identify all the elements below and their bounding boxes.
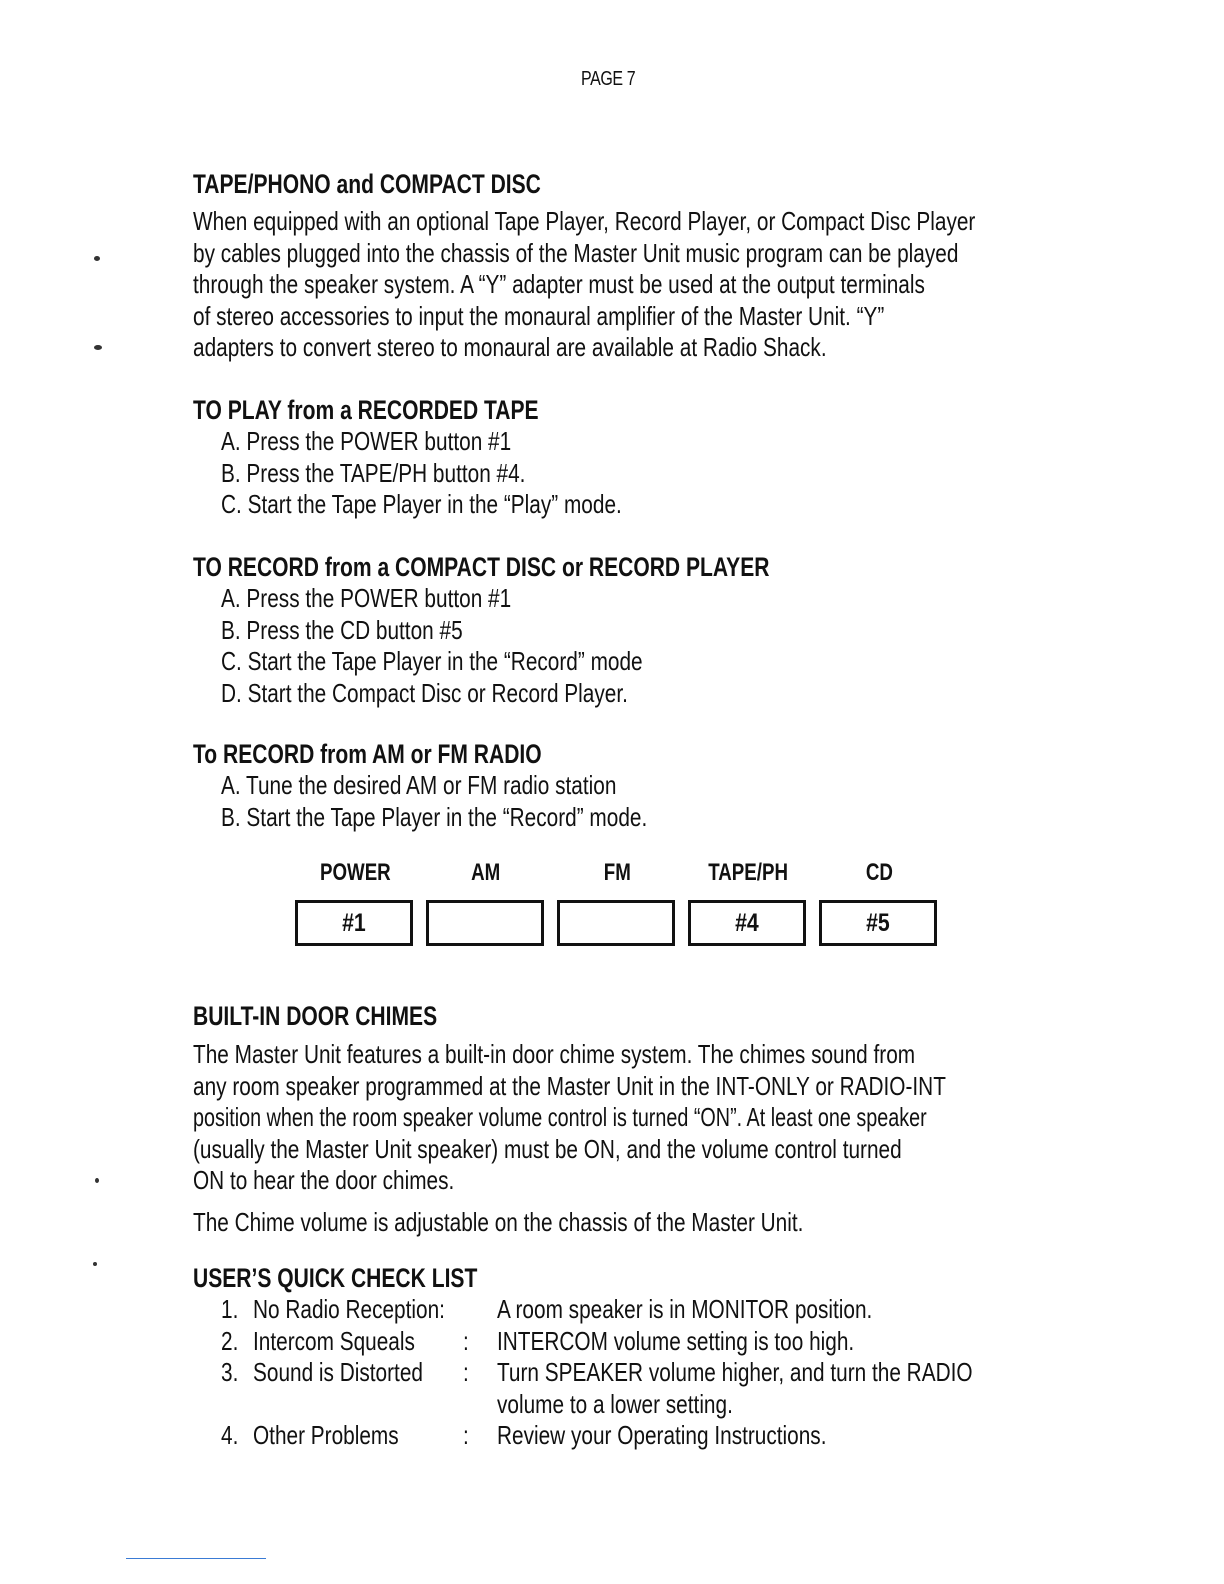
record-radio-section	[193, 738, 1033, 833]
item-colon: :	[463, 1325, 469, 1356]
power-button-label: POWER	[319, 859, 391, 886]
paragraph-line: When equipped with an optional Tape Player, Record Player, or Compact Disc Player	[193, 206, 976, 236]
record-radio-steps	[193, 770, 1033, 833]
item-issue: Other Problems	[253, 1420, 399, 1450]
paragraph-line: (usually the Master Unit speaker) must be ON, and the volume control turned	[193, 1133, 902, 1164]
paragraph-line: by cables plugged into the chassis of the Master Unit music program can be played	[193, 237, 959, 268]
play-tape-section	[193, 394, 1033, 521]
step-item: C. Start the Tape Player in the “Play” mode.	[221, 489, 622, 519]
item-colon: :	[463, 1357, 469, 1387]
button-panel-diagram	[295, 858, 945, 953]
step-item: A. Press the POWER button #1	[221, 426, 512, 456]
check-list-row	[193, 1294, 1033, 1326]
fm-button-label: FM	[603, 859, 631, 886]
record-cd-section	[193, 551, 1033, 709]
scan-speck	[95, 1178, 99, 1183]
chime-volume-note	[193, 1207, 1033, 1239]
item-number: 1.	[221, 1294, 239, 1324]
paragraph-line: ON to hear the door chimes.	[193, 1165, 455, 1195]
paragraph-line: position when the room speaker volume control is turned “ON”. At least one speaker	[193, 1102, 927, 1132]
paragraph-line: The Chime volume is adjustable on the chassis of the Master Unit.	[193, 1206, 804, 1237]
section-heading-record-cd: TO RECORD from a COMPACT DISC or RECORD PLAYER	[193, 552, 770, 582]
cd-button-box: #5	[819, 900, 937, 946]
paragraph-line: of stereo accessories to input the monaural amplifier of the Master Unit. “Y”	[193, 300, 885, 331]
tape-phono-section	[193, 168, 1033, 364]
step-item: A. Press the POWER button #1	[221, 583, 512, 613]
am-button-box	[426, 900, 544, 946]
item-fix: volume to a lower setting.	[497, 1388, 733, 1419]
scan-speck	[94, 256, 100, 261]
section-heading-check-list: USER’S QUICK CHECK LIST	[193, 1263, 478, 1293]
step-item: B. Press the TAPE/PH button #4.	[221, 457, 526, 488]
section-heading-door-chimes: BUILT-IN DOOR CHIMES	[193, 1001, 438, 1031]
scan-speck	[94, 345, 102, 350]
item-colon: :	[463, 1420, 469, 1450]
am-button-label: AM	[471, 859, 501, 886]
step-item: B. Press the CD button #5	[221, 614, 463, 645]
play-tape-steps	[193, 426, 1033, 521]
paragraph-line: The Master Unit features a built-in door chime system. The chimes sound from	[193, 1039, 916, 1069]
record-cd-steps	[193, 583, 1033, 709]
step-item: D. Start the Compact Disc or Record Player.	[221, 677, 628, 708]
item-issue: No Radio Reception:	[253, 1294, 445, 1324]
quick-check-list-section	[193, 1262, 1033, 1452]
step-item: A. Tune the desired AM or FM radio station	[221, 770, 617, 800]
check-list-row	[193, 1357, 1033, 1389]
tape-phono-paragraph	[193, 206, 1033, 364]
section-heading-tape-phono: TAPE/PHONO and COMPACT DISC	[193, 169, 541, 199]
tape-ph-button-label: TAPE/PH	[708, 859, 788, 886]
item-number: 3.	[221, 1357, 239, 1387]
scan-speck	[93, 1262, 97, 1266]
door-chimes-section	[193, 1000, 1033, 1238]
section-heading-play-tape: TO PLAY from a RECORDED TAPE	[193, 395, 539, 425]
page-number: PAGE 7	[581, 68, 636, 90]
item-number: 2.	[221, 1325, 239, 1356]
item-issue: Sound is Distorted	[253, 1357, 423, 1387]
section-heading-record-radio: To RECORD from AM or FM RADIO	[193, 739, 542, 769]
check-list-table	[193, 1294, 1033, 1452]
item-number: 4.	[221, 1420, 239, 1450]
footer-rule	[126, 1558, 266, 1559]
paragraph-line: any room speaker programmed at the Master Unit in the INT-ONLY or RADIO-INT	[193, 1070, 946, 1101]
check-list-row	[193, 1389, 1033, 1421]
cd-button-label: CD	[865, 859, 893, 886]
step-item: C. Start the Tape Player in the “Record” mode	[221, 646, 643, 676]
door-chimes-paragraph	[193, 1039, 1033, 1197]
check-list-row	[193, 1420, 1033, 1452]
item-fix: Review your Operating Instructions.	[497, 1420, 827, 1450]
item-fix: INTERCOM volume setting is too high.	[497, 1325, 855, 1356]
paragraph-line: through the speaker system. A “Y” adapter must be used at the output terminals	[193, 269, 925, 299]
item-issue: Intercom Squeals	[253, 1325, 415, 1356]
tape-ph-button-box: #4	[688, 900, 806, 946]
step-item: B. Start the Tape Player in the “Record” mode.	[221, 801, 648, 832]
item-fix: A room speaker is in MONITOR position.	[497, 1294, 873, 1324]
check-list-row	[193, 1326, 1033, 1358]
paragraph-line: adapters to convert stereo to monaural are available at Radio Shack.	[193, 332, 827, 362]
item-fix: Turn SPEAKER volume higher, and turn the RADIO	[497, 1357, 973, 1387]
power-button-box: #1	[295, 900, 413, 946]
fm-button-box	[557, 900, 675, 946]
